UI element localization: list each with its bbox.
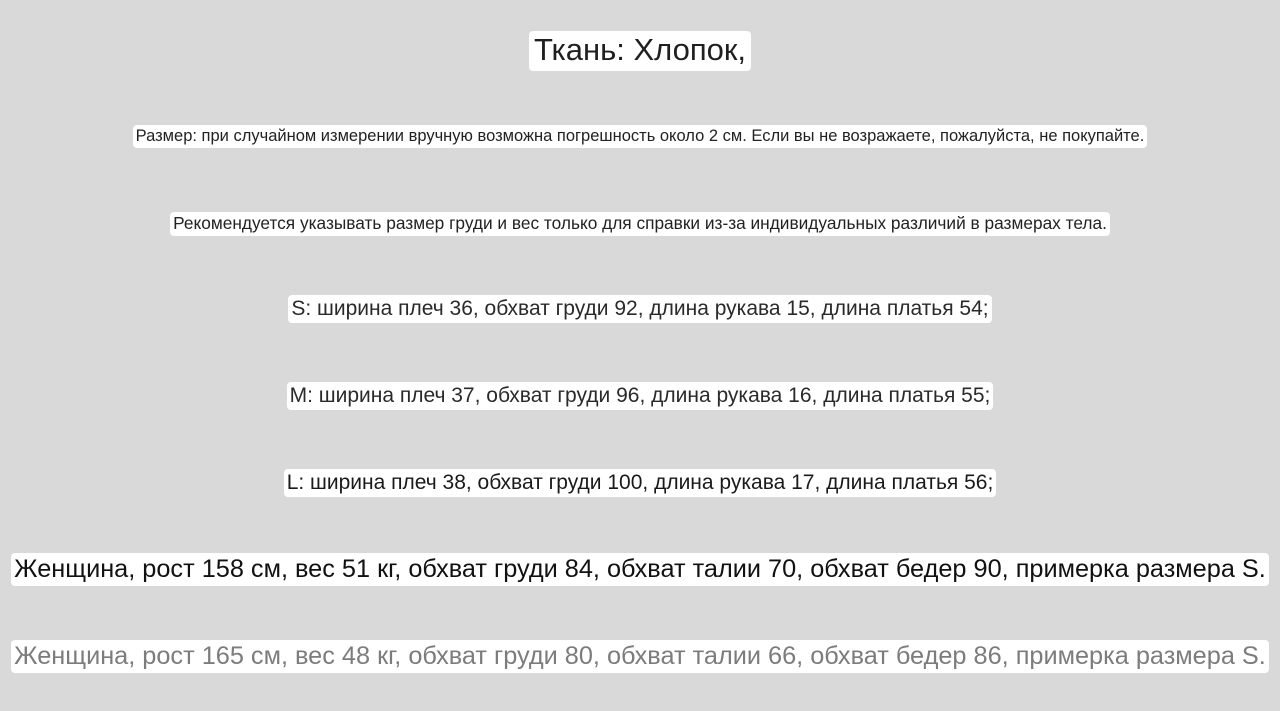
size-l-line (0, 469, 1280, 497)
size-l-label: L: ширина плеч 38, обхват груди 100, длина рукава 17, длина платья 56; (284, 469, 997, 497)
size-s-label: S: ширина плеч 36, обхват груди 92, длина рукава 15, длина платья 54; (288, 295, 991, 323)
model-1-line (0, 553, 1280, 586)
fabric-label: Ткань: Хлопок, (529, 31, 751, 71)
size-m-line (0, 382, 1280, 410)
model-2-line (0, 640, 1280, 673)
size-note-line (0, 125, 1280, 148)
recommendation-line (0, 212, 1280, 236)
size-note-label: Размер: при случайном измерении вручную возможна погрешность около 2 см. Если вы не возражаете, пожалуйста, не покупайте. (133, 125, 1148, 148)
model-2-label: Женщина, рост 165 см, вес 48 кг, обхват груди 80, обхват талии 66, обхват бедер 86, примерка размера S. (11, 640, 1269, 673)
recommendation-label: Рекомендуется указывать размер груди и вес только для справки из-за индивидуальных различий в размерах тела. (170, 212, 1110, 236)
size-s-line (0, 295, 1280, 323)
size-m-label: M: ширина плеч 37, обхват груди 96, длина рукава 16, длина платья 55; (287, 382, 994, 410)
fabric-line (0, 31, 1280, 71)
model-1-label: Женщина, рост 158 см, вес 51 кг, обхват груди 84, обхват талии 70, обхват бедер 90, примерка размера S. (11, 553, 1269, 586)
